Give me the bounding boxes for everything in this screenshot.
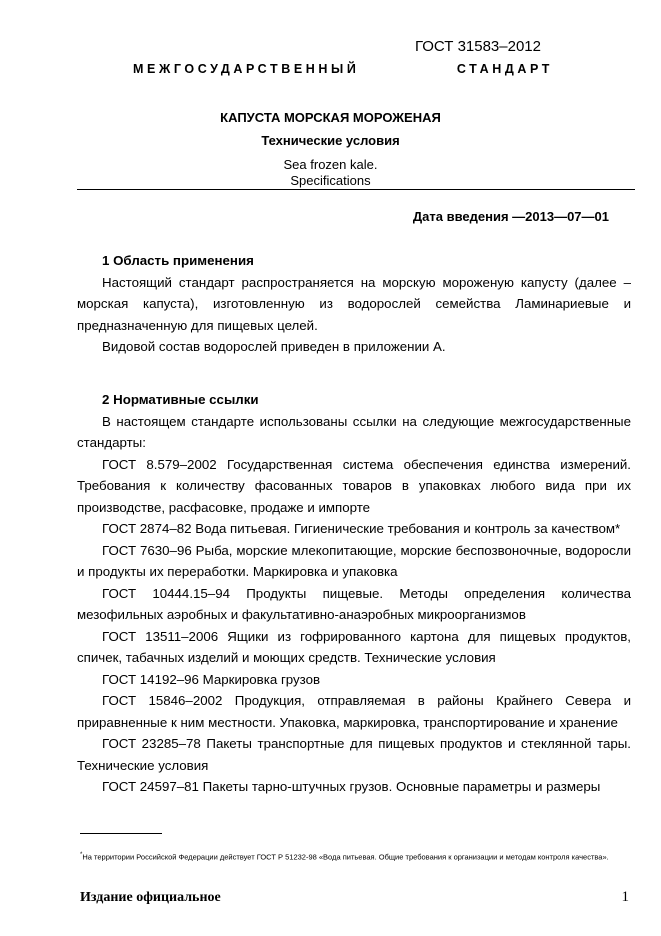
reference-item: ГОСТ 7630–96 Рыба, морские млекопитающие, морские беспозвоночные, водоросли и продукты их переработки. Маркировка и упаковка <box>77 542 631 579</box>
standard-type-header <box>133 62 553 76</box>
edition-label: Издание официальное <box>80 890 221 905</box>
standard-type-right: СТАНДАРТ <box>456 62 553 76</box>
standard-number: ГОСТ 31583–2012 <box>414 38 541 55</box>
reference-item: ГОСТ 13511–2006 Ящики из гофрированного картона для пищевых продуктов, спичек, табачных изделий и моющих средств. Технические условия <box>77 628 631 665</box>
english-subtitle: Specifications <box>290 173 371 188</box>
section-2-intro: В настоящем стандарте использованы ссылки на следующие межгосударственные стандарты: <box>77 413 631 450</box>
standard-type-left: МЕЖГОСУДАРСТВЕННЫЙ <box>133 62 360 76</box>
footnote-divider <box>80 833 162 834</box>
reference-item: ГОСТ 14192–96 Маркировка грузов <box>102 671 321 687</box>
reference-item: ГОСТ 23285–78 Пакеты транспортные для пищевых продуктов и стеклянной тары. Технические условия <box>77 736 631 773</box>
document-subtitle: Технические условия <box>261 133 400 148</box>
document-title: КАПУСТА МОРСКАЯ МОРОЖЕНАЯ <box>220 110 441 125</box>
footnote-text: На территории Российской Федерации действует ГОСТ Р 51232-98 «Вода питьевая. Общие требования к организации и методам контроля качества». <box>82 852 609 862</box>
reference-item: ГОСТ 2874–82 Вода питьевая. Гигиенические требования и контроль за качеством* <box>102 521 621 536</box>
reference-item: ГОСТ 8.579–2002 Государственная система обеспечения единства измерений. Требования к количеству фасованных товаров в упаковках любого вида при их производстве, расфасовке, продаже и импорте <box>77 456 631 515</box>
english-title: Sea frozen kale. <box>283 157 378 172</box>
reference-item: ГОСТ 10444.15–94 Продукты пищевые. Методы определения количества мезофильных аэробных и факультативно-анаэробных микроорганизмов <box>77 585 631 622</box>
footnote-mark: * <box>80 852 83 858</box>
page-number: 1 <box>621 889 629 905</box>
document-body <box>77 250 631 798</box>
reference-item: ГОСТ 24597–81 Пакеты тарно-штучных грузов. Основные параметры и размеры <box>102 779 601 794</box>
section-1-paragraph: Настоящий стандарт распространяется на морскую мороженую капусту (далее – морская капуста), изготовленную из водорослей семейства Ламинариевые и предназначенную для пищевых целей. <box>77 274 631 333</box>
section-1-paragraph: Видовой состав водорослей приведен в приложении А. <box>102 339 446 354</box>
footnote <box>80 846 640 867</box>
introduction-date: Дата введения —2013—07—01 <box>412 209 609 224</box>
title-divider <box>77 189 635 190</box>
reference-item: ГОСТ 15846–2002 Продукция, отправляемая в районы Крайнего Севера и приравненные к ним местности. Упаковка, маркировка, транспортирование и хранение <box>77 693 631 730</box>
section-1-heading: 1 Область применения <box>102 253 254 268</box>
section-2-heading: 2 Нормативные ссылки <box>102 392 259 407</box>
